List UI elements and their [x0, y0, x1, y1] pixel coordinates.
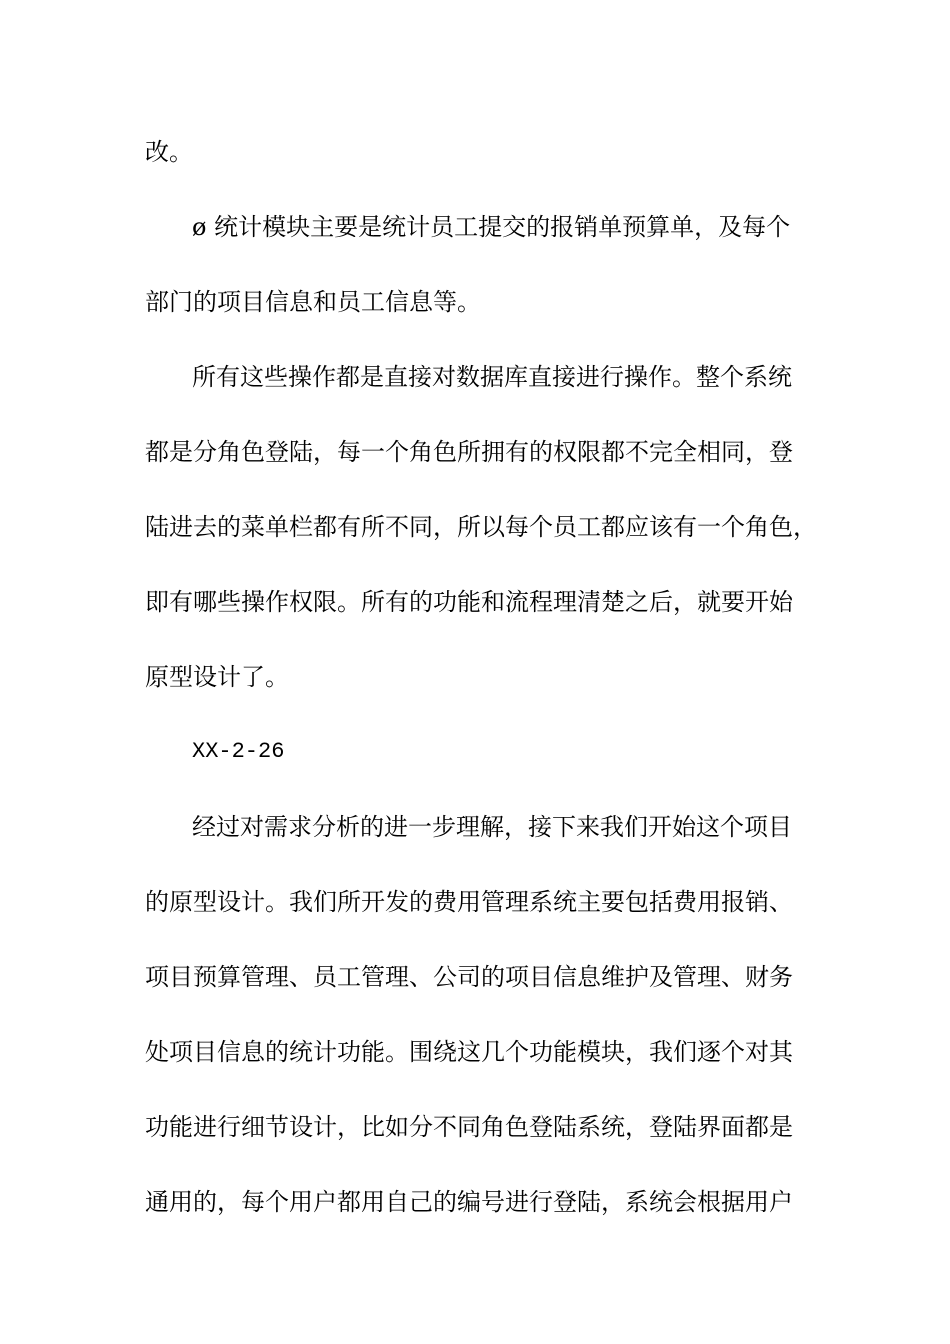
paragraph-line-13: 处项目信息的统计功能。围绕这几个功能模块，我们逐个对其: [145, 1038, 793, 1066]
paragraph-line-5: 都是分角色登陆，每一个角色所拥有的权限都不完全相同，登: [145, 438, 793, 466]
paragraph-line-7: 即有哪些操作权限。所有的功能和流程理清楚之后，就要开始: [145, 588, 793, 616]
paragraph-line-10: 经过对需求分析的进一步理解，接下来我们开始这个项目: [192, 813, 792, 841]
paragraph-line-11: 的原型设计。我们所开发的费用管理系统主要包括费用报销、: [145, 888, 793, 916]
paragraph-line-4: 所有这些操作都是直接对数据库直接进行操作。整个系统: [192, 363, 792, 391]
paragraph-line-6: 陆进去的菜单栏都有所不同，所以每个员工都应该有一个角色，: [145, 513, 817, 541]
paragraph-line-12: 项目预算管理、员工管理、公司的项目信息维护及管理、财务: [145, 963, 793, 991]
paragraph-line-8: 原型设计了。: [145, 663, 289, 691]
paragraph-line-15: 通用的，每个用户都用自己的编号进行登陆，系统会根据用户: [145, 1188, 793, 1216]
paragraph-line-2: ø 统计模块主要是统计员工提交的报销单预算单，及每个: [192, 213, 791, 241]
date-line: XX-2-26: [192, 739, 285, 764]
paragraph-line-14: 功能进行细节设计，比如分不同角色登陆系统，登陆界面都是: [145, 1113, 793, 1141]
paragraph-line-3: 部门的项目信息和员工信息等。: [145, 288, 481, 316]
paragraph-line-1: 改。: [145, 138, 193, 166]
